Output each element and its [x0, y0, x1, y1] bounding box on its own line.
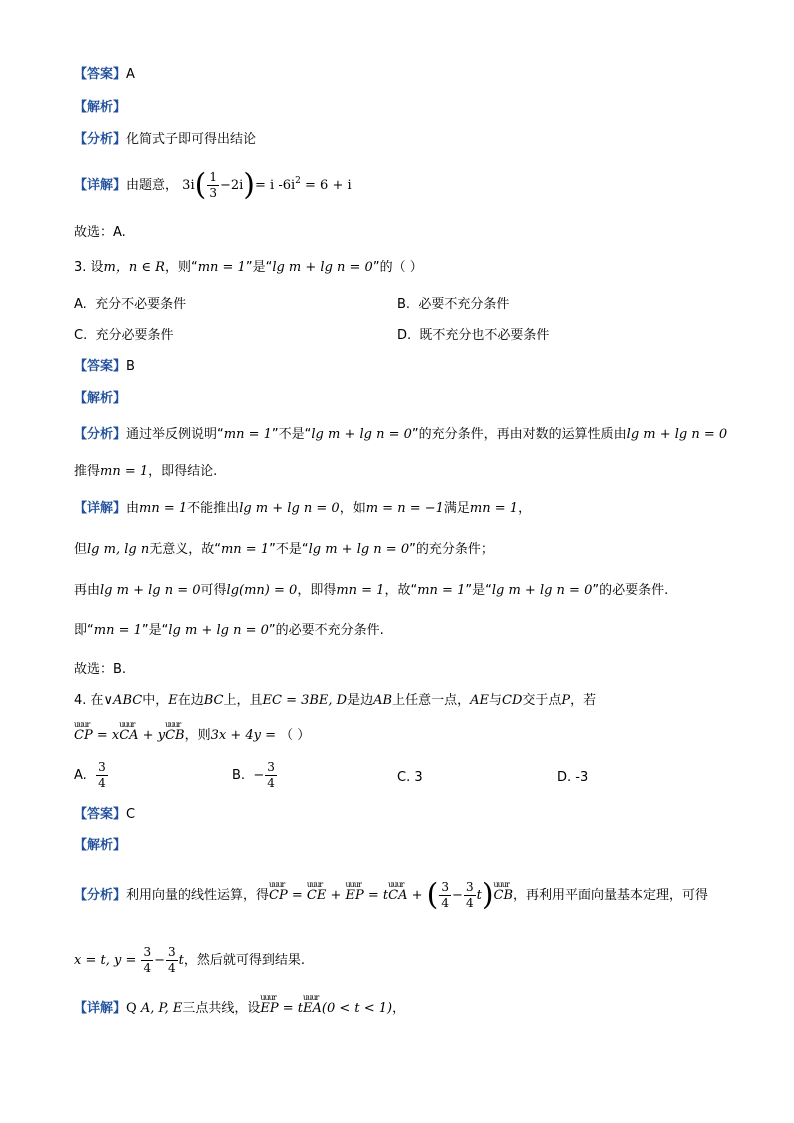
- frac-den: 4: [143, 961, 152, 975]
- vector-cb: uuur CB: [165, 727, 185, 745]
- option-text: -3: [575, 770, 589, 785]
- q4-answer: C: [126, 807, 136, 822]
- q3-fenxi-line1: [74, 426, 727, 444]
- fenxi-label: 【分析】: [74, 888, 127, 903]
- q3-stem-d: ”的（ ）: [372, 260, 423, 275]
- fraction: [141, 945, 153, 976]
- text: ，则: [184, 728, 211, 743]
- math: = t: [363, 888, 389, 903]
- vector-ep: uuur EP: [260, 1000, 278, 1018]
- text: 上，且: [223, 693, 263, 708]
- q2-conclusion: 故选：A.: [74, 225, 126, 240]
- fraction: [166, 945, 178, 976]
- right-paren: ): [481, 877, 494, 913]
- math: lg m + lg n = 0: [311, 427, 412, 442]
- math: mn = 1: [223, 427, 272, 442]
- math: E: [168, 693, 178, 708]
- q4-option-c: [397, 769, 423, 787]
- frac-den: 4: [441, 896, 450, 910]
- text: ，故“: [384, 583, 418, 598]
- math: A, P, E: [140, 1001, 183, 1016]
- q3-option-c: [74, 327, 174, 345]
- q2-analysis-line: [74, 99, 126, 117]
- q4-fenxi-line2: [74, 945, 305, 976]
- option-key: B.: [232, 768, 246, 783]
- math: mn = 1: [100, 464, 149, 479]
- math: t: [476, 888, 482, 903]
- frac-den: 4: [168, 961, 176, 975]
- q3-stem-m2: lg m + lg n = 0: [272, 260, 373, 275]
- answer-label: 【答案】: [74, 67, 127, 82]
- vector-cp: uuur CP: [269, 887, 288, 905]
- math: mn = 1: [139, 501, 188, 516]
- text: ”是“: [465, 583, 492, 598]
- fraction: [464, 880, 476, 911]
- q3-option-d: [397, 327, 549, 345]
- math: m = n = −1: [365, 501, 444, 516]
- vector-cb: uuur CB: [494, 887, 514, 905]
- text: 上任意一点，: [392, 693, 471, 708]
- text: 即“: [74, 623, 94, 638]
- q3-detail-line3: [74, 582, 668, 600]
- math: +: [326, 888, 346, 903]
- text: 中，: [142, 693, 169, 708]
- math: P: [561, 693, 571, 708]
- text: ”是“: [141, 623, 169, 638]
- q3-option-b: [397, 296, 509, 314]
- q2-answer-line: [74, 66, 135, 84]
- analysis-label: 【解析】: [74, 838, 127, 853]
- text: ，即得结论.: [148, 464, 218, 479]
- text: ，然后就可得到结果.: [183, 953, 306, 968]
- text: ”不是“: [271, 427, 312, 442]
- q3-answer: B: [126, 359, 135, 374]
- text: 4. 在: [74, 693, 104, 708]
- vector-ea: uuur EA: [303, 1000, 322, 1018]
- math: mn = 1: [220, 542, 270, 557]
- detail-label: 【详解】: [74, 501, 127, 516]
- option-text: 充分必要条件: [95, 328, 174, 343]
- text: 不能推出: [187, 501, 240, 516]
- text: ，若: [570, 693, 597, 708]
- q2-math-c: = i -6i: [255, 178, 296, 193]
- q4-option-a: [74, 760, 109, 791]
- text: 交于点: [522, 693, 562, 708]
- sign: −: [253, 768, 265, 783]
- q2-frac-den: 3: [209, 186, 217, 200]
- q2-fraction: [207, 170, 219, 201]
- text: 与: [488, 693, 502, 708]
- analysis-label: 【解析】: [74, 100, 127, 115]
- q2-math-d: = 6 + i: [300, 178, 352, 193]
- detail-label: 【详解】: [74, 1001, 127, 1016]
- math: t: [178, 953, 184, 968]
- math: = t: [278, 1001, 304, 1016]
- text: ，: [392, 1001, 406, 1016]
- text: ”的充分条件，再由对数的运算性质由: [411, 427, 627, 442]
- math: lg m + lg n = 0: [100, 583, 201, 598]
- option-text: 必要不充分条件: [418, 297, 510, 312]
- q3-stem-m1: mn = 1: [197, 260, 246, 275]
- text: 在边: [177, 693, 204, 708]
- math: AB: [373, 693, 393, 708]
- q4-fenxi-line1: [74, 877, 709, 913]
- math: lg m + lg n = 0: [239, 501, 340, 516]
- text: 由: [126, 501, 140, 516]
- frac-num: 3: [98, 760, 106, 774]
- q2-answer: A: [126, 67, 135, 82]
- math: lg m + lg n = 0: [168, 623, 269, 638]
- text: 利用向量的线性运算，得: [126, 888, 270, 903]
- q4-answer-line: [74, 806, 135, 824]
- text: ，如: [339, 501, 366, 516]
- text: ，再利用平面向量基本定理，可得: [513, 888, 709, 903]
- vector-ca: uuur CA: [388, 887, 407, 905]
- frac-den: 4: [98, 776, 106, 790]
- fenxi-label: 【分析】: [74, 132, 127, 147]
- q2-detail-prefix: 由题意，: [126, 178, 179, 193]
- q3-detail-line1: [74, 500, 531, 518]
- option-key: B.: [397, 297, 411, 312]
- q2-frac-num: 1: [209, 170, 217, 184]
- right-paren: ): [243, 167, 256, 203]
- q3-stem-a: 3. 设: [74, 260, 104, 275]
- frac-num: 3: [143, 945, 152, 959]
- frac-den: 4: [465, 896, 474, 910]
- fenxi-label: 【分析】: [74, 427, 127, 442]
- math: (0 < t < 1): [321, 1001, 393, 1016]
- q3-fenxi-line2: [74, 463, 217, 481]
- math: CD: [502, 693, 523, 708]
- math: lg m + lg n = 0: [626, 427, 728, 442]
- text: 是边: [347, 693, 374, 708]
- text: 三点共线，设: [182, 1001, 261, 1016]
- text: 再由: [74, 583, 101, 598]
- math: lg m + lg n = 0: [308, 542, 410, 557]
- frac-num: 3: [267, 760, 275, 774]
- frac-num: 3: [168, 945, 176, 959]
- option-text: 充分不必要条件: [95, 297, 187, 312]
- math: x = t, y =: [74, 953, 141, 968]
- option-key: A.: [74, 768, 87, 783]
- text: 推得: [74, 464, 101, 479]
- math: lg m, lg n: [87, 542, 150, 557]
- answer-label: 【答案】: [74, 359, 127, 374]
- text: 但: [74, 542, 88, 557]
- text: 满足: [443, 501, 470, 516]
- left-paren: (: [426, 877, 439, 913]
- option-text: 3: [414, 770, 423, 785]
- vector-ca: uuur CA: [119, 727, 138, 745]
- q4-detail-line1: [74, 1000, 405, 1018]
- q4-analysis-line: [74, 837, 126, 855]
- option-key: D.: [557, 770, 572, 785]
- detail-label: 【详解】: [74, 178, 127, 193]
- math: = x: [92, 728, 120, 743]
- q3-analysis-line: [74, 390, 126, 408]
- math: AE: [470, 693, 489, 708]
- fraction: [439, 880, 451, 911]
- q3-conclusion: 故选：B.: [74, 662, 127, 677]
- q3-stem-b: ，则“: [164, 260, 198, 275]
- q2-math-b: −2i: [219, 178, 244, 193]
- math: BC: [203, 693, 224, 708]
- q3-detail-line2: [74, 541, 494, 559]
- text: （ ）: [280, 728, 311, 743]
- text: ”的充分条件；: [409, 542, 494, 557]
- frac-num: 3: [441, 880, 450, 894]
- text: 可得: [200, 583, 227, 598]
- math: mn = 1: [93, 623, 142, 638]
- math: mn = 1: [336, 583, 385, 598]
- math: lg m + lg n = 0: [491, 583, 593, 598]
- math: +: [407, 888, 427, 903]
- left-paren: (: [194, 167, 207, 203]
- math: =: [287, 888, 307, 903]
- option-key: D.: [397, 328, 412, 343]
- option-key: A.: [74, 297, 87, 312]
- analysis-label: 【解析】: [74, 391, 127, 406]
- text: ”不是“: [269, 542, 309, 557]
- math: + y: [138, 728, 166, 743]
- text: 通过举反例说明“: [126, 427, 224, 442]
- option-key: C.: [74, 328, 88, 343]
- q3-detail-line4: [74, 622, 384, 640]
- math: mn = 1: [417, 583, 466, 598]
- q2-math-a: 3i: [182, 178, 195, 193]
- math: mn = 1: [469, 501, 519, 516]
- option-fraction: [96, 760, 108, 791]
- text: ，即得: [297, 583, 337, 598]
- option-text: 既不充分也不必要条件: [419, 328, 550, 343]
- q2-detail-line: [74, 167, 352, 203]
- q3-stem: [74, 259, 423, 277]
- text: ，: [518, 501, 532, 516]
- q4-option-b: [232, 760, 278, 791]
- q4-stem-line2: [74, 727, 310, 745]
- math: 3x + 4y =: [210, 728, 281, 743]
- math: −: [154, 953, 166, 968]
- q2-fenxi-line: [74, 131, 256, 149]
- therefore-symbol: Q: [126, 1001, 137, 1016]
- q2-sup: 2: [295, 176, 301, 186]
- math: EC = 3BE, D: [262, 693, 348, 708]
- text: ”的必要不充分条件.: [268, 623, 384, 638]
- math: −: [452, 888, 463, 903]
- q4-stem-line1: [74, 692, 596, 710]
- answer-label: 【答案】: [74, 807, 127, 822]
- text: 无意义，故“: [149, 542, 221, 557]
- q4-option-d: [557, 769, 588, 787]
- q2-fenxi-text: 化简式子即可得出结论: [126, 132, 257, 147]
- math: ∨ABC: [103, 693, 143, 708]
- q3-stem-c: ”是“: [245, 260, 273, 275]
- frac-den: 4: [267, 776, 275, 790]
- math: lg(mn) = 0: [226, 583, 298, 598]
- vector-cp: uuur CP: [74, 727, 93, 745]
- text: ”的必要条件.: [592, 583, 669, 598]
- q3-answer-line: [74, 358, 135, 376]
- frac-num: 3: [465, 880, 474, 894]
- q3-stem-vars: m，n ∈ R: [103, 260, 165, 275]
- q3-option-a: [74, 296, 186, 314]
- option-key: C.: [397, 770, 411, 785]
- vector-ce: uuur CE: [307, 887, 326, 905]
- option-fraction: [265, 760, 277, 791]
- vector-ep: uuur EP: [346, 887, 364, 905]
